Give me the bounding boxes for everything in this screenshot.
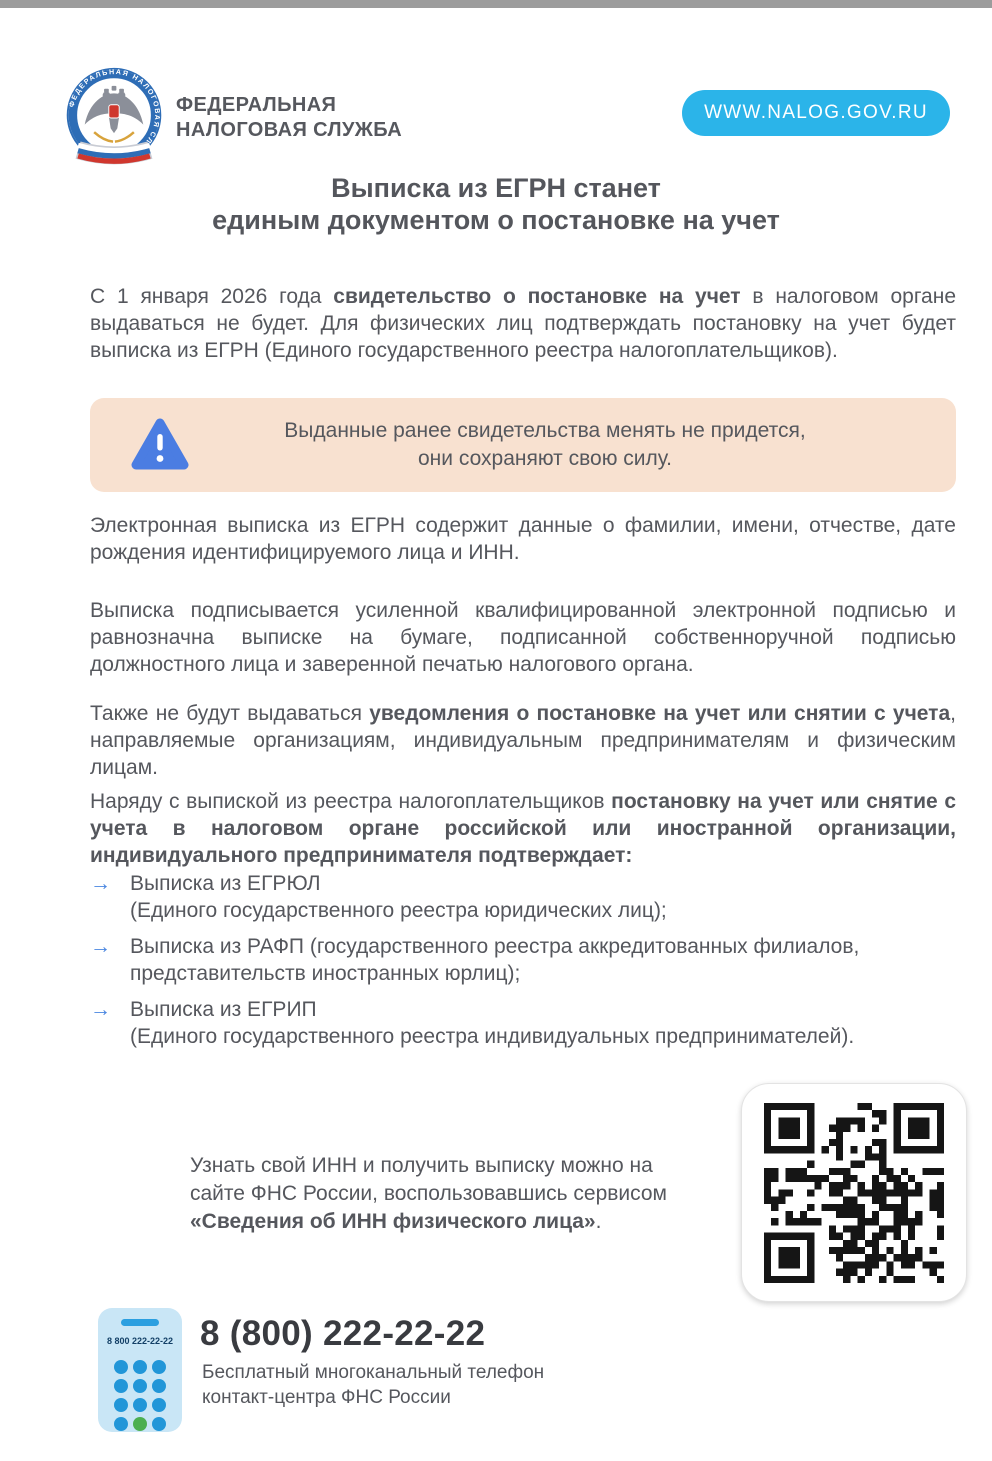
qr-code: [764, 1103, 944, 1283]
list-item: [90, 996, 956, 1050]
list-item-text: Выписка из РАФП (государственного реестра аккредитованных филиалов, представительств иностранных юрлиц);: [130, 935, 860, 985]
qr-note-text: Узнать свой ИНН и получить выписку можно на сайте ФНС России, воспользовавшись сервисом «Сведения об ИНН физического лица».: [190, 1154, 667, 1233]
warning-text: Выданные ранее свидетельства менять не придется, они сохраняют свою силу.: [284, 419, 806, 470]
keypad-dot: [152, 1398, 166, 1412]
phone-icon-label: 8 800 222-22-22: [106, 1336, 174, 1346]
keypad-dot: [133, 1360, 147, 1374]
paragraph-registry-lead-in: Наряду с выпиской из реестра налогоплательщиков постановку на учет или снятие с учета в налоговом органе российской или иностранной организации, индивидуального предпринимателя подтверждает:: [90, 790, 956, 867]
list-item: [90, 933, 956, 987]
keypad-dot: [152, 1379, 166, 1393]
keypad-dot: [152, 1417, 166, 1431]
keypad-dot: [114, 1379, 128, 1393]
phone-speaker-bar: [121, 1319, 159, 1326]
svg-text:ФЕДЕРАЛЬНАЯ НАЛОГОВАЯ СЛУЖБА: ФЕДЕРАЛЬНАЯ НАЛОГОВАЯ СЛУЖБА: [67, 67, 162, 162]
website-url-badge[interactable]: WWW.NALOG.GOV.RU: [682, 90, 950, 136]
arrow-bullet-icon: →: [90, 998, 111, 1021]
window-top-edge: [0, 0, 992, 8]
page-title-line1: Выписка из ЕГРН станет: [331, 173, 661, 203]
arrow-bullet-icon: →: [90, 935, 111, 958]
org-name: ФЕДЕРАЛЬНАЯ НАЛОГОВАЯ СЛУЖБА: [176, 94, 403, 141]
paragraph-notifications: Также не будут выдаваться уведомления о постановке на учет или снятии с учета, направляемые организациям, индивидуальным предпринимателям и физическим лицам.: [90, 702, 956, 779]
warning-callout: [90, 398, 956, 492]
keypad-dot: [152, 1360, 166, 1374]
fns-emblem-logo: [62, 66, 166, 170]
phone-number: 8 (800) 222-22-22: [200, 1314, 486, 1353]
fns-emblem-icon: [62, 66, 166, 170]
keypad-dot: [114, 1360, 128, 1374]
list-item-text: Выписка из ЕГРИП (Единого государственного реестра индивидуальных предпринимателей).: [130, 998, 855, 1048]
keypad-dot: [133, 1379, 147, 1393]
paragraph-signature: Выписка подписывается усиленной квалифицированной электронной подписью и равнозначна выписке на бумаге, подписанной собственноручной подписью должностного лица и заверенной печатью налогового органа.: [90, 599, 956, 676]
warning-triangle-icon: [130, 417, 190, 473]
phone-icon: [98, 1308, 182, 1432]
list-item: [90, 870, 956, 924]
phone-description: Бесплатный многоканальный телефон контакт-центра ФНС России: [202, 1362, 545, 1408]
keypad-dot: [114, 1398, 128, 1412]
list-item-text: Выписка из ЕГРЮЛ (Единого государственного реестра юридических лиц);: [130, 872, 667, 922]
keypad-dot: [133, 1398, 147, 1412]
extract-types-list: [90, 870, 956, 1059]
page-title: [0, 172, 992, 236]
keypad-dot: [114, 1417, 128, 1431]
arrow-bullet-icon: →: [90, 872, 111, 895]
phone-keypad: [114, 1360, 166, 1431]
paragraph-intro: С 1 января 2026 года свидетельство о постановке на учет в налоговом органе выдаваться не будет. Для физических лиц подтверждать постановку на учет будет выписка из ЕГРН (Единого государственного реестра налогоплательщиков).: [90, 285, 956, 362]
qr-code-card: [741, 1083, 967, 1302]
keypad-dot: [133, 1417, 147, 1431]
paragraph-egrn-contents: Электронная выписка из ЕГРН содержит данные о фамилии, имени, отчестве, дате рождения идентифицируемого лица и ИНН.: [90, 514, 956, 564]
page-title-line2: единым документом о постановке на учет: [212, 205, 780, 235]
